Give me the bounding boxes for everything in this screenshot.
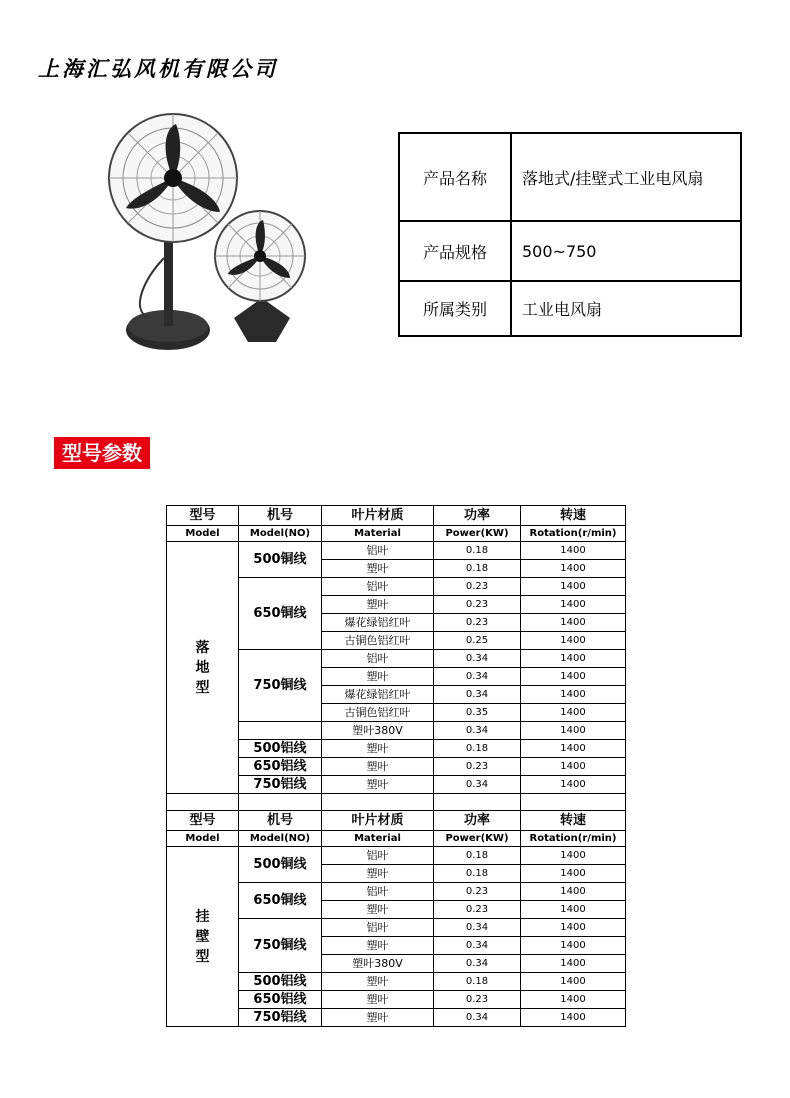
header-power-cn: 功率 (434, 811, 521, 831)
header-power-en: Power(KW) (434, 831, 521, 847)
model-no-cell (239, 722, 322, 740)
material-cell: 塑叶 (322, 560, 434, 578)
model-no-cell: 750铜线 (239, 650, 322, 722)
spacer-cell (434, 794, 521, 811)
power-cell: 0.18 (434, 865, 521, 883)
model-no-cell: 500铜线 (239, 542, 322, 578)
model-no-cell: 500铝线 (239, 740, 322, 758)
material-cell: 塑叶 (322, 991, 434, 1009)
material-cell: 塑叶 (322, 937, 434, 955)
power-cell: 0.18 (434, 560, 521, 578)
material-cell: 铝叶 (322, 847, 434, 865)
table-row (167, 847, 626, 865)
power-cell: 0.34 (434, 722, 521, 740)
header-rotation-en: Rotation(r/min) (521, 831, 626, 847)
rotation-cell: 1400 (521, 901, 626, 919)
rotation-cell: 1400 (521, 560, 626, 578)
material-cell: 铝叶 (322, 919, 434, 937)
rotation-cell: 1400 (521, 919, 626, 937)
rotation-cell: 1400 (521, 991, 626, 1009)
rotation-cell: 1400 (521, 740, 626, 758)
power-cell: 0.18 (434, 973, 521, 991)
model-no-cell: 650铜线 (239, 578, 322, 650)
material-cell: 塑叶380V (322, 955, 434, 973)
rotation-cell: 1400 (521, 955, 626, 973)
power-cell: 0.23 (434, 991, 521, 1009)
rotation-cell: 1400 (521, 722, 626, 740)
model-no-cell: 650铝线 (239, 991, 322, 1009)
material-cell: 铝叶 (322, 650, 434, 668)
material-cell: 古铜色铝红叶 (322, 632, 434, 650)
rotation-cell: 1400 (521, 883, 626, 901)
model-no-cell: 650铜线 (239, 883, 322, 919)
header-no-en: Model(NO) (239, 526, 322, 542)
rotation-cell: 1400 (521, 668, 626, 686)
rotation-cell: 1400 (521, 686, 626, 704)
spacer-cell (167, 794, 239, 811)
model-no-cell: 750铝线 (239, 1009, 322, 1027)
power-cell: 0.34 (434, 955, 521, 973)
power-cell: 0.34 (434, 668, 521, 686)
spacer-cell (322, 794, 434, 811)
rotation-cell: 1400 (521, 865, 626, 883)
power-cell: 0.34 (434, 937, 521, 955)
rotation-cell: 1400 (521, 937, 626, 955)
product-category-value: 工业电风扇 (511, 281, 741, 336)
header-power-cn: 功率 (434, 506, 521, 526)
product-spec-value: 500~750 (511, 221, 741, 281)
power-cell: 0.23 (434, 596, 521, 614)
power-cell: 0.34 (434, 919, 521, 937)
model-no-cell: 500铜线 (239, 847, 322, 883)
header-rotation-en: Rotation(r/min) (521, 526, 626, 542)
header-material-cn: 叶片材质 (322, 506, 434, 526)
header-model-cn: 型号 (167, 811, 239, 831)
category-floor: 落 地 型 (167, 542, 239, 794)
material-cell: 铝叶 (322, 883, 434, 901)
params-table (166, 505, 626, 1027)
company-name: 上海汇弘风机有限公司 (38, 56, 278, 81)
product-spec-label: 产品规格 (399, 221, 511, 281)
rotation-cell: 1400 (521, 776, 626, 794)
rotation-cell: 1400 (521, 1009, 626, 1027)
rotation-cell: 1400 (521, 650, 626, 668)
rotation-cell: 1400 (521, 973, 626, 991)
header-material-en: Material (322, 526, 434, 542)
spacer-cell (521, 794, 626, 811)
header-model-en: Model (167, 526, 239, 542)
power-cell: 0.23 (434, 758, 521, 776)
section-title: 型号参数 (54, 437, 150, 469)
power-cell: 0.18 (434, 542, 521, 560)
rotation-cell: 1400 (521, 542, 626, 560)
material-cell: 塑叶 (322, 668, 434, 686)
power-cell: 0.18 (434, 847, 521, 865)
rotation-cell: 1400 (521, 578, 626, 596)
header-rotation-cn: 转速 (521, 506, 626, 526)
material-cell: 古铜色铝红叶 (322, 704, 434, 722)
material-cell: 塑叶 (322, 973, 434, 991)
header-model-en: Model (167, 831, 239, 847)
power-cell: 0.34 (434, 1009, 521, 1027)
product-info-table (398, 132, 742, 337)
model-no-cell: 750铝线 (239, 776, 322, 794)
power-cell: 0.23 (434, 883, 521, 901)
power-cell: 0.23 (434, 614, 521, 632)
material-cell: 塑叶 (322, 865, 434, 883)
model-no-cell: 500铝线 (239, 973, 322, 991)
rotation-cell: 1400 (521, 847, 626, 865)
power-cell: 0.35 (434, 704, 521, 722)
material-cell: 爆花绿铝红叶 (322, 686, 434, 704)
header-material-en: Material (322, 831, 434, 847)
material-cell: 铝叶 (322, 542, 434, 560)
rotation-cell: 1400 (521, 632, 626, 650)
model-no-cell: 750铜线 (239, 919, 322, 973)
header-model-cn: 型号 (167, 506, 239, 526)
material-cell: 塑叶 (322, 740, 434, 758)
rotation-cell: 1400 (521, 704, 626, 722)
material-cell: 塑叶 (322, 758, 434, 776)
table-row (167, 542, 626, 560)
product-image-fans (100, 108, 350, 368)
product-name-label: 产品名称 (399, 133, 511, 221)
power-cell: 0.23 (434, 578, 521, 596)
spacer-cell (239, 794, 322, 811)
spacer-row (167, 794, 626, 811)
category-wall: 挂 壁 型 (167, 847, 239, 1027)
power-cell: 0.34 (434, 686, 521, 704)
header-no-en: Model(NO) (239, 831, 322, 847)
power-cell: 0.34 (434, 650, 521, 668)
power-cell: 0.25 (434, 632, 521, 650)
header-rotation-cn: 转速 (521, 811, 626, 831)
rotation-cell: 1400 (521, 758, 626, 776)
header-power-en: Power(KW) (434, 526, 521, 542)
material-cell: 爆花绿铝红叶 (322, 614, 434, 632)
power-cell: 0.18 (434, 740, 521, 758)
material-cell: 塑叶 (322, 1009, 434, 1027)
product-name-value: 落地式/挂壁式工业电风扇 (511, 133, 741, 221)
product-category-label: 所属类别 (399, 281, 511, 336)
material-cell: 塑叶380V (322, 722, 434, 740)
material-cell: 塑叶 (322, 596, 434, 614)
header-material-cn: 叶片材质 (322, 811, 434, 831)
material-cell: 塑叶 (322, 901, 434, 919)
rotation-cell: 1400 (521, 614, 626, 632)
header-no-cn: 机号 (239, 811, 322, 831)
material-cell: 铝叶 (322, 578, 434, 596)
header-no-cn: 机号 (239, 506, 322, 526)
rotation-cell: 1400 (521, 596, 626, 614)
power-cell: 0.34 (434, 776, 521, 794)
model-no-cell: 650铝线 (239, 758, 322, 776)
material-cell: 塑叶 (322, 776, 434, 794)
power-cell: 0.23 (434, 901, 521, 919)
